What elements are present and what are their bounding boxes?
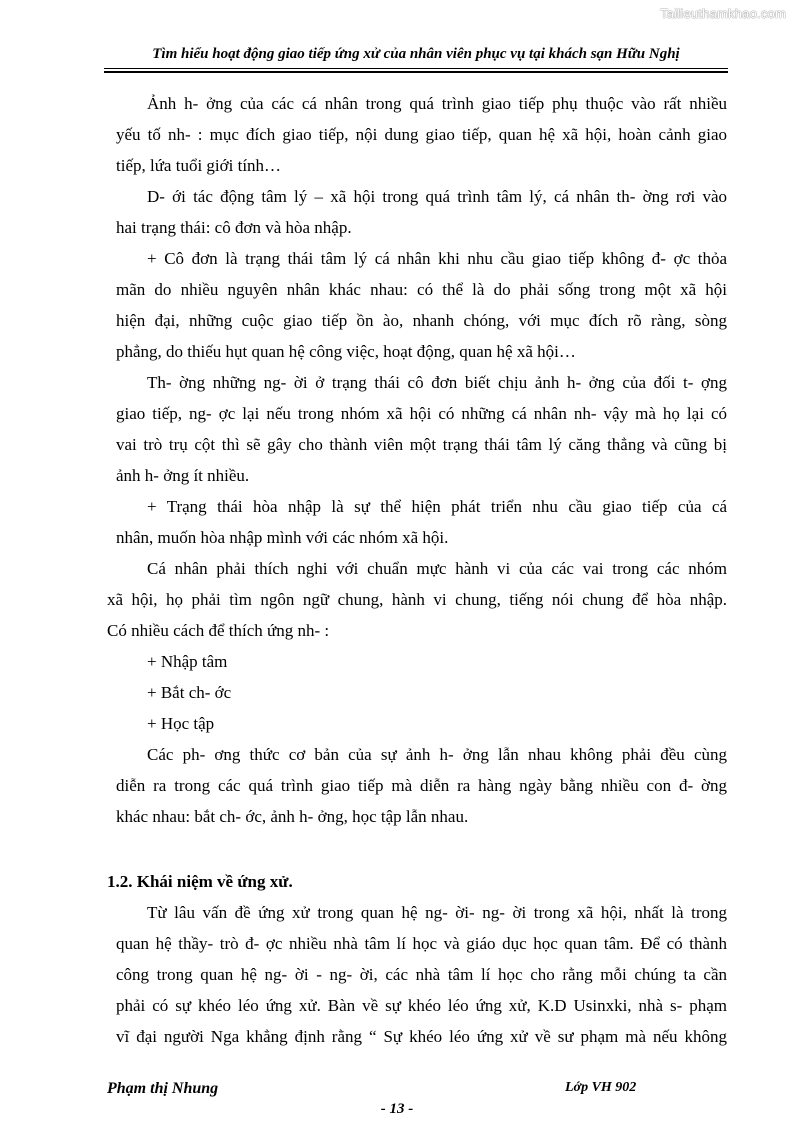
text-line: xã hội, họ phải tìm ngôn ngữ chung, hành vi chung, tiếng nói chung để hòa nhập. bbox=[107, 590, 727, 609]
text-line: + Cô đơn là trạng thái tâm lý cá nhân khi nhu cầu giao tiếp không đ- ợc thỏa bbox=[147, 249, 727, 268]
text-line: ảnh h- ởng ít nhiều. bbox=[116, 466, 250, 485]
footer-author: Phạm thị Nhung bbox=[107, 1080, 219, 1097]
footer-class: Lớp VH 902 bbox=[565, 1080, 637, 1095]
section-heading: 1.2. Khái niệm về ứng xử. bbox=[107, 872, 293, 891]
text-line: Các ph- ơng thức cơ bản của sự ảnh h- ởng lẫn nhau không phải đều cùng bbox=[147, 745, 727, 764]
text-line: Có nhiều cách để thích ứng nh- : bbox=[107, 621, 330, 640]
text-line: Th- ờng những ng- ời ở trạng thái cô đơn biết chịu ảnh h- ởng của đối t- ợng bbox=[147, 373, 727, 392]
text-line: Cá nhân phải thích nghi với chuẩn mực hành vi của các vai trong các nhóm bbox=[147, 559, 727, 578]
section-gap bbox=[116, 832, 727, 866]
text-line: mãn do nhiều nguyên nhân khác nhau: có thể là do phải sống trong một xã hội bbox=[116, 280, 727, 299]
text-line: + Trạng thái hòa nhập là sự thể hiện phát triển nhu cầu giao tiếp của cá bbox=[147, 497, 727, 516]
list-item: + Bắt ch- ớc bbox=[147, 683, 232, 702]
text-line: vĩ đại người Nga khẳng định rằng “ Sự khéo léo ứng xử về sư phạm mà nếu không bbox=[116, 1027, 727, 1046]
text-line: diễn ra trong các quá trình giao tiếp mà diễn ra hàng ngày bằng nhiều con đ- ờng bbox=[116, 776, 727, 795]
text-line: tiếp, lứa tuổi giới tính… bbox=[116, 156, 282, 175]
list-item: + Nhập tâm bbox=[147, 652, 228, 671]
text-line: yếu tố nh- : mục đích giao tiếp, nội dung giao tiếp, quan hệ xã hội, hoàn cảnh giao bbox=[116, 125, 727, 144]
page-number: - 13 - bbox=[380, 1101, 414, 1117]
text-line: phẳng, do thiếu hụt quan hệ công việc, hoạt động, quan hệ xã hội… bbox=[116, 342, 576, 361]
text-line: hai trạng thái: cô đơn và hòa nhập. bbox=[116, 218, 352, 237]
text-line: giao tiếp, ng- ợc lại nếu trong nhóm xã hội có những cá nhân nh- vậy mà họ lại có bbox=[116, 404, 727, 423]
text-line: khác nhau: bắt ch- ớc, ảnh h- ởng, học tập lẫn nhau. bbox=[116, 807, 469, 826]
text-line: công trong quan hệ ng- ời - ng- ời, các nhà tâm lí học cho rằng mỗi chúng ta cần bbox=[116, 965, 727, 984]
text-line: hiện đại, những cuộc giao tiếp ồn ào, nhanh chóng, với mục đích rõ ràng, sòng bbox=[116, 311, 727, 330]
list-item: + Học tập bbox=[147, 714, 215, 733]
text-line: D- ới tác động tâm lý – xã hội trong quá trình tâm lý, cá nhân th- ờng rơi vào bbox=[147, 187, 727, 206]
text-line: vai trò trụ cột thì sẽ gây cho thành viên một trạng thái tâm lý căng thẳng và cũng bị bbox=[116, 435, 727, 454]
header-rule bbox=[104, 68, 728, 69]
text-line: quan hệ thầy- trò đ- ợc nhiều nhà tâm lí học và giáo dục học quan tâm. Để có thành bbox=[116, 934, 727, 953]
watermark: Tailieuthamkhao.com bbox=[660, 6, 786, 21]
document-body bbox=[107, 88, 727, 1052]
text-line: Từ lâu vấn đề ứng xử trong quan hệ ng- ời- ng- ời trong xã hội, nhất là trong bbox=[147, 903, 727, 922]
text-line: Ảnh h- ởng của các cá nhân trong quá trình giao tiếp phụ thuộc vào rất nhiều bbox=[147, 94, 727, 113]
text-line: nhân, muốn hòa nhập mình với các nhóm xã hội. bbox=[116, 528, 449, 547]
running-header: Tìm hiểu hoạt động giao tiếp ứng xử của nhân viên phục vụ tại khách sạn Hữu Nghị bbox=[152, 46, 680, 62]
text-line: phải có sự khéo léo ứng xử. Bàn về sự khéo léo ứng xử, K.D Usinxki, nhà s- phạm bbox=[116, 996, 727, 1015]
header-rule-thick bbox=[104, 71, 728, 73]
